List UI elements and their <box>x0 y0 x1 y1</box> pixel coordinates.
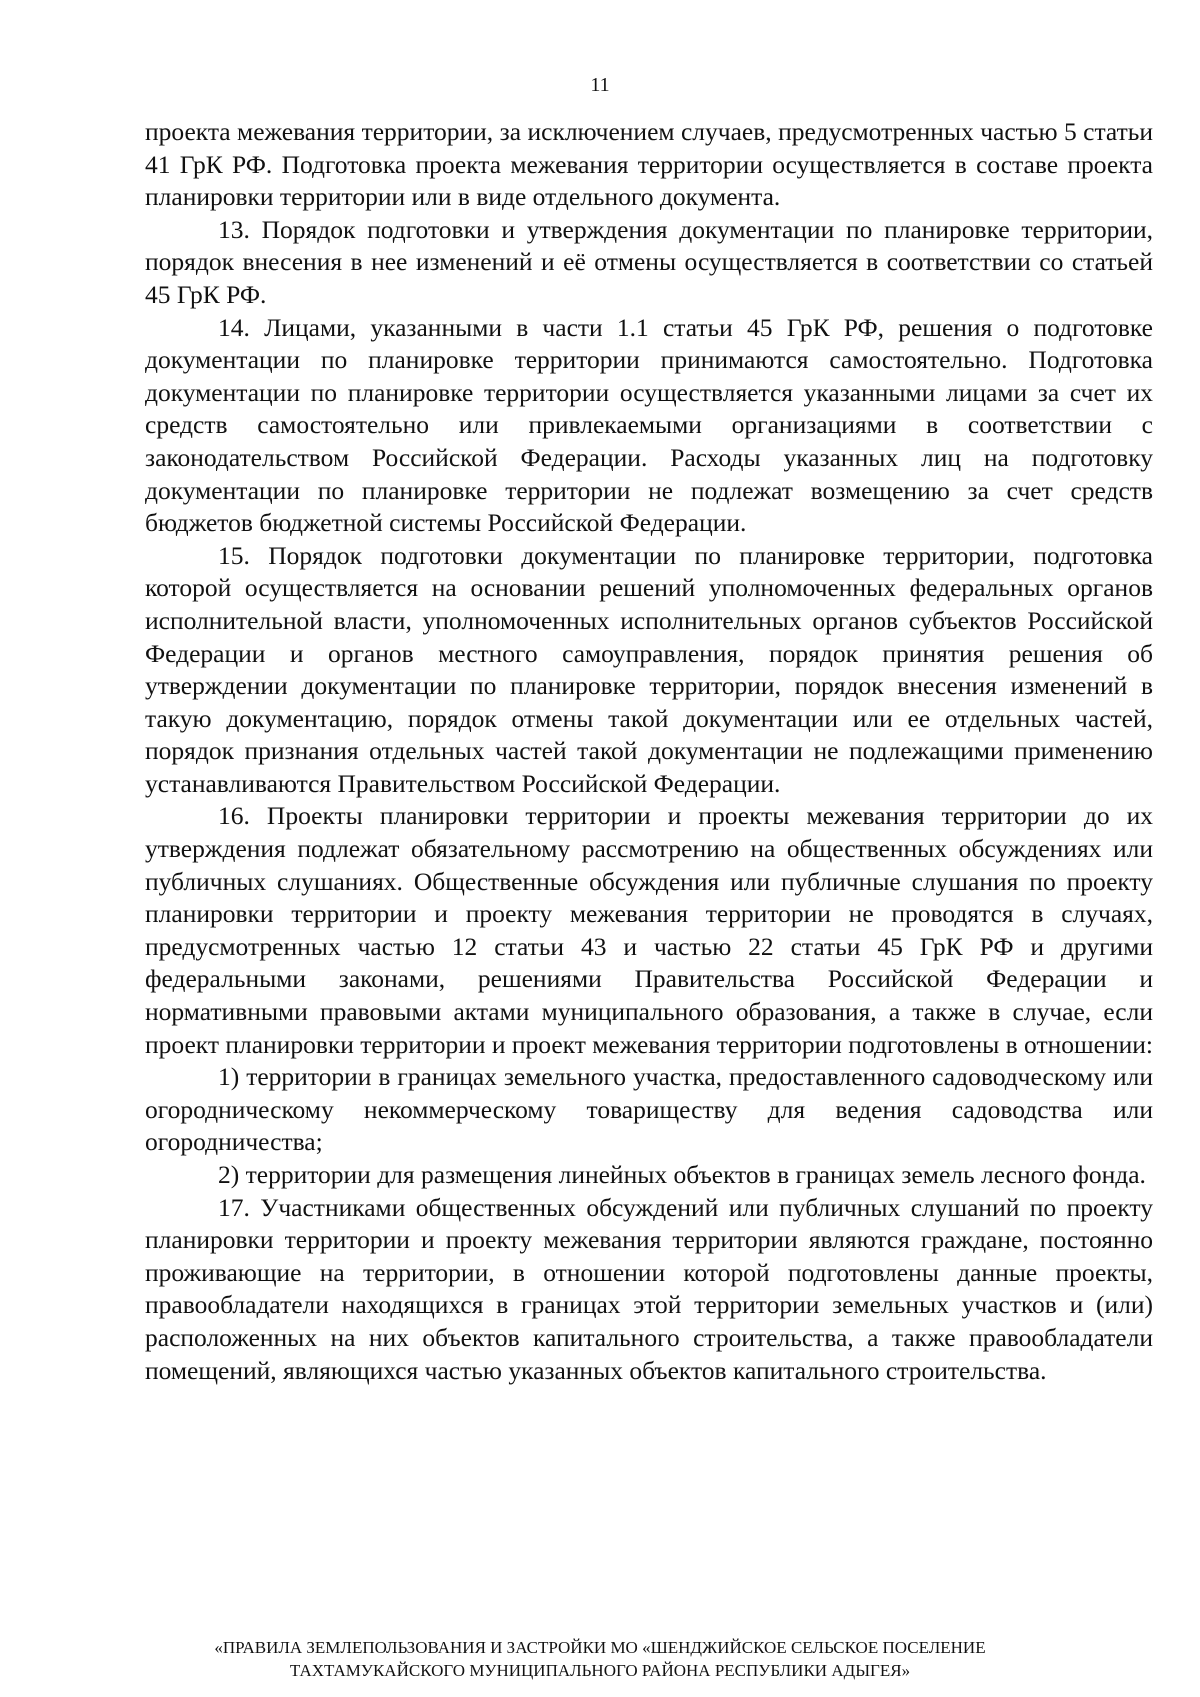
paragraph-16-item-2: 2) территории для размещения линейных объектов в границах земель лесного фонда. <box>218 1160 1146 1189</box>
page-number: 11 <box>590 74 610 96</box>
footer-line-1: «ПРАВИЛА ЗЕМЛЕПОЛЬЗОВАНИЯ И ЗАСТРОЙКИ МО «ШЕНДЖИЙСКОЕ СЕЛЬСКОЕ ПОСЕЛЕНИЕ <box>214 1638 986 1657</box>
paragraph-13: 13. Порядок подготовки и утверждения документации по планировке территории, порядок внесения в нее изменений и её отмены осуществляется в соответствии со статьей 45 ГрК РФ. <box>145 214 1153 309</box>
document-body <box>145 116 1153 1387</box>
paragraph-15: 15. Порядок подготовки документации по планировке территории, подготовка которой осуществляется на основании решений уполномоченных федеральных органов исполнительной власти, уполномоченных исполнительных органов субъектов Российской Федерации и органов местного самоуправления, порядок принятия решения об утверждении документации по планировке территории, порядок внесения изменений в такую документацию, порядок отмены такой документации или ее отдельных частей, порядок признания отдельных частей такой документации не подлежащими применению устанавливаются Правительством Российской Федерации. <box>145 540 1153 798</box>
paragraph-16-item-1: 1) территории в границах земельного участка, предоставленного садоводческому или огородническому некоммерческому товариществу для ведения садоводства или огородничества; <box>145 1062 1153 1157</box>
footer-line-2: ТАХТАМУКАЙСКОГО МУНИЦИПАЛЬНОГО РАЙОНА РЕСПУБЛИКИ АДЫГЕЯ» <box>289 1661 911 1680</box>
paragraph-14: 14. Лицами, указанными в части 1.1 статьи 45 ГрК РФ, решения о подготовке документации по планировке территории принимаются самостоятельно. Подготовка документации по планировке территории осуществляется указанными лицами за счет их средств самостоятельно или привлекаемыми организациями в соответствии с законодательством Российской Федерации. Расходы указанных лиц на подготовку документации по планировке территории не подлежат возмещению за счет средств бюджетов бюджетной системы Российской Федерации. <box>145 312 1153 538</box>
paragraph-17: 17. Участниками общественных обсуждений или публичных слушаний по проекту планировки территории и проекту межевания территории являются граждане, постоянно проживающие на территории, в отношении которой подготовлены данные проекты, правообладатели находящихся в границах этой территории земельных участков и (или) расположенных на них объектов капитального строительства, а также правообладатели помещений, являющихся частью указанных объектов капитального строительства. <box>145 1192 1153 1385</box>
page-footer <box>100 1636 1100 1682</box>
paragraph-16: 16. Проекты планировки территории и проекты межевания территории до их утверждения подлежат обязательному рассмотрению на общественных обсуждениях или публичных слушаниях. Общественные обсуждения или публичные слушания по проекту планировки территории и проекту межевания территории не проводятся в случаях, предусмотренных частью 12 статьи 43 и частью 22 статьи 45 ГрК РФ и другими федеральными законами, решениями Правительства Российской Федерации и нормативными правовыми актами муниципального образования, а также в случае, если проект планировки территории и проект межевания территории подготовлены в отношении: <box>145 801 1153 1059</box>
paragraph-continuation: проекта межевания территории, за исключением случаев, предусмотренных частью 5 статьи 41 ГрК РФ. Подготовка проекта межевания территории осуществляется в составе проекта планировки территории или в виде отдельного документа. <box>145 117 1153 212</box>
